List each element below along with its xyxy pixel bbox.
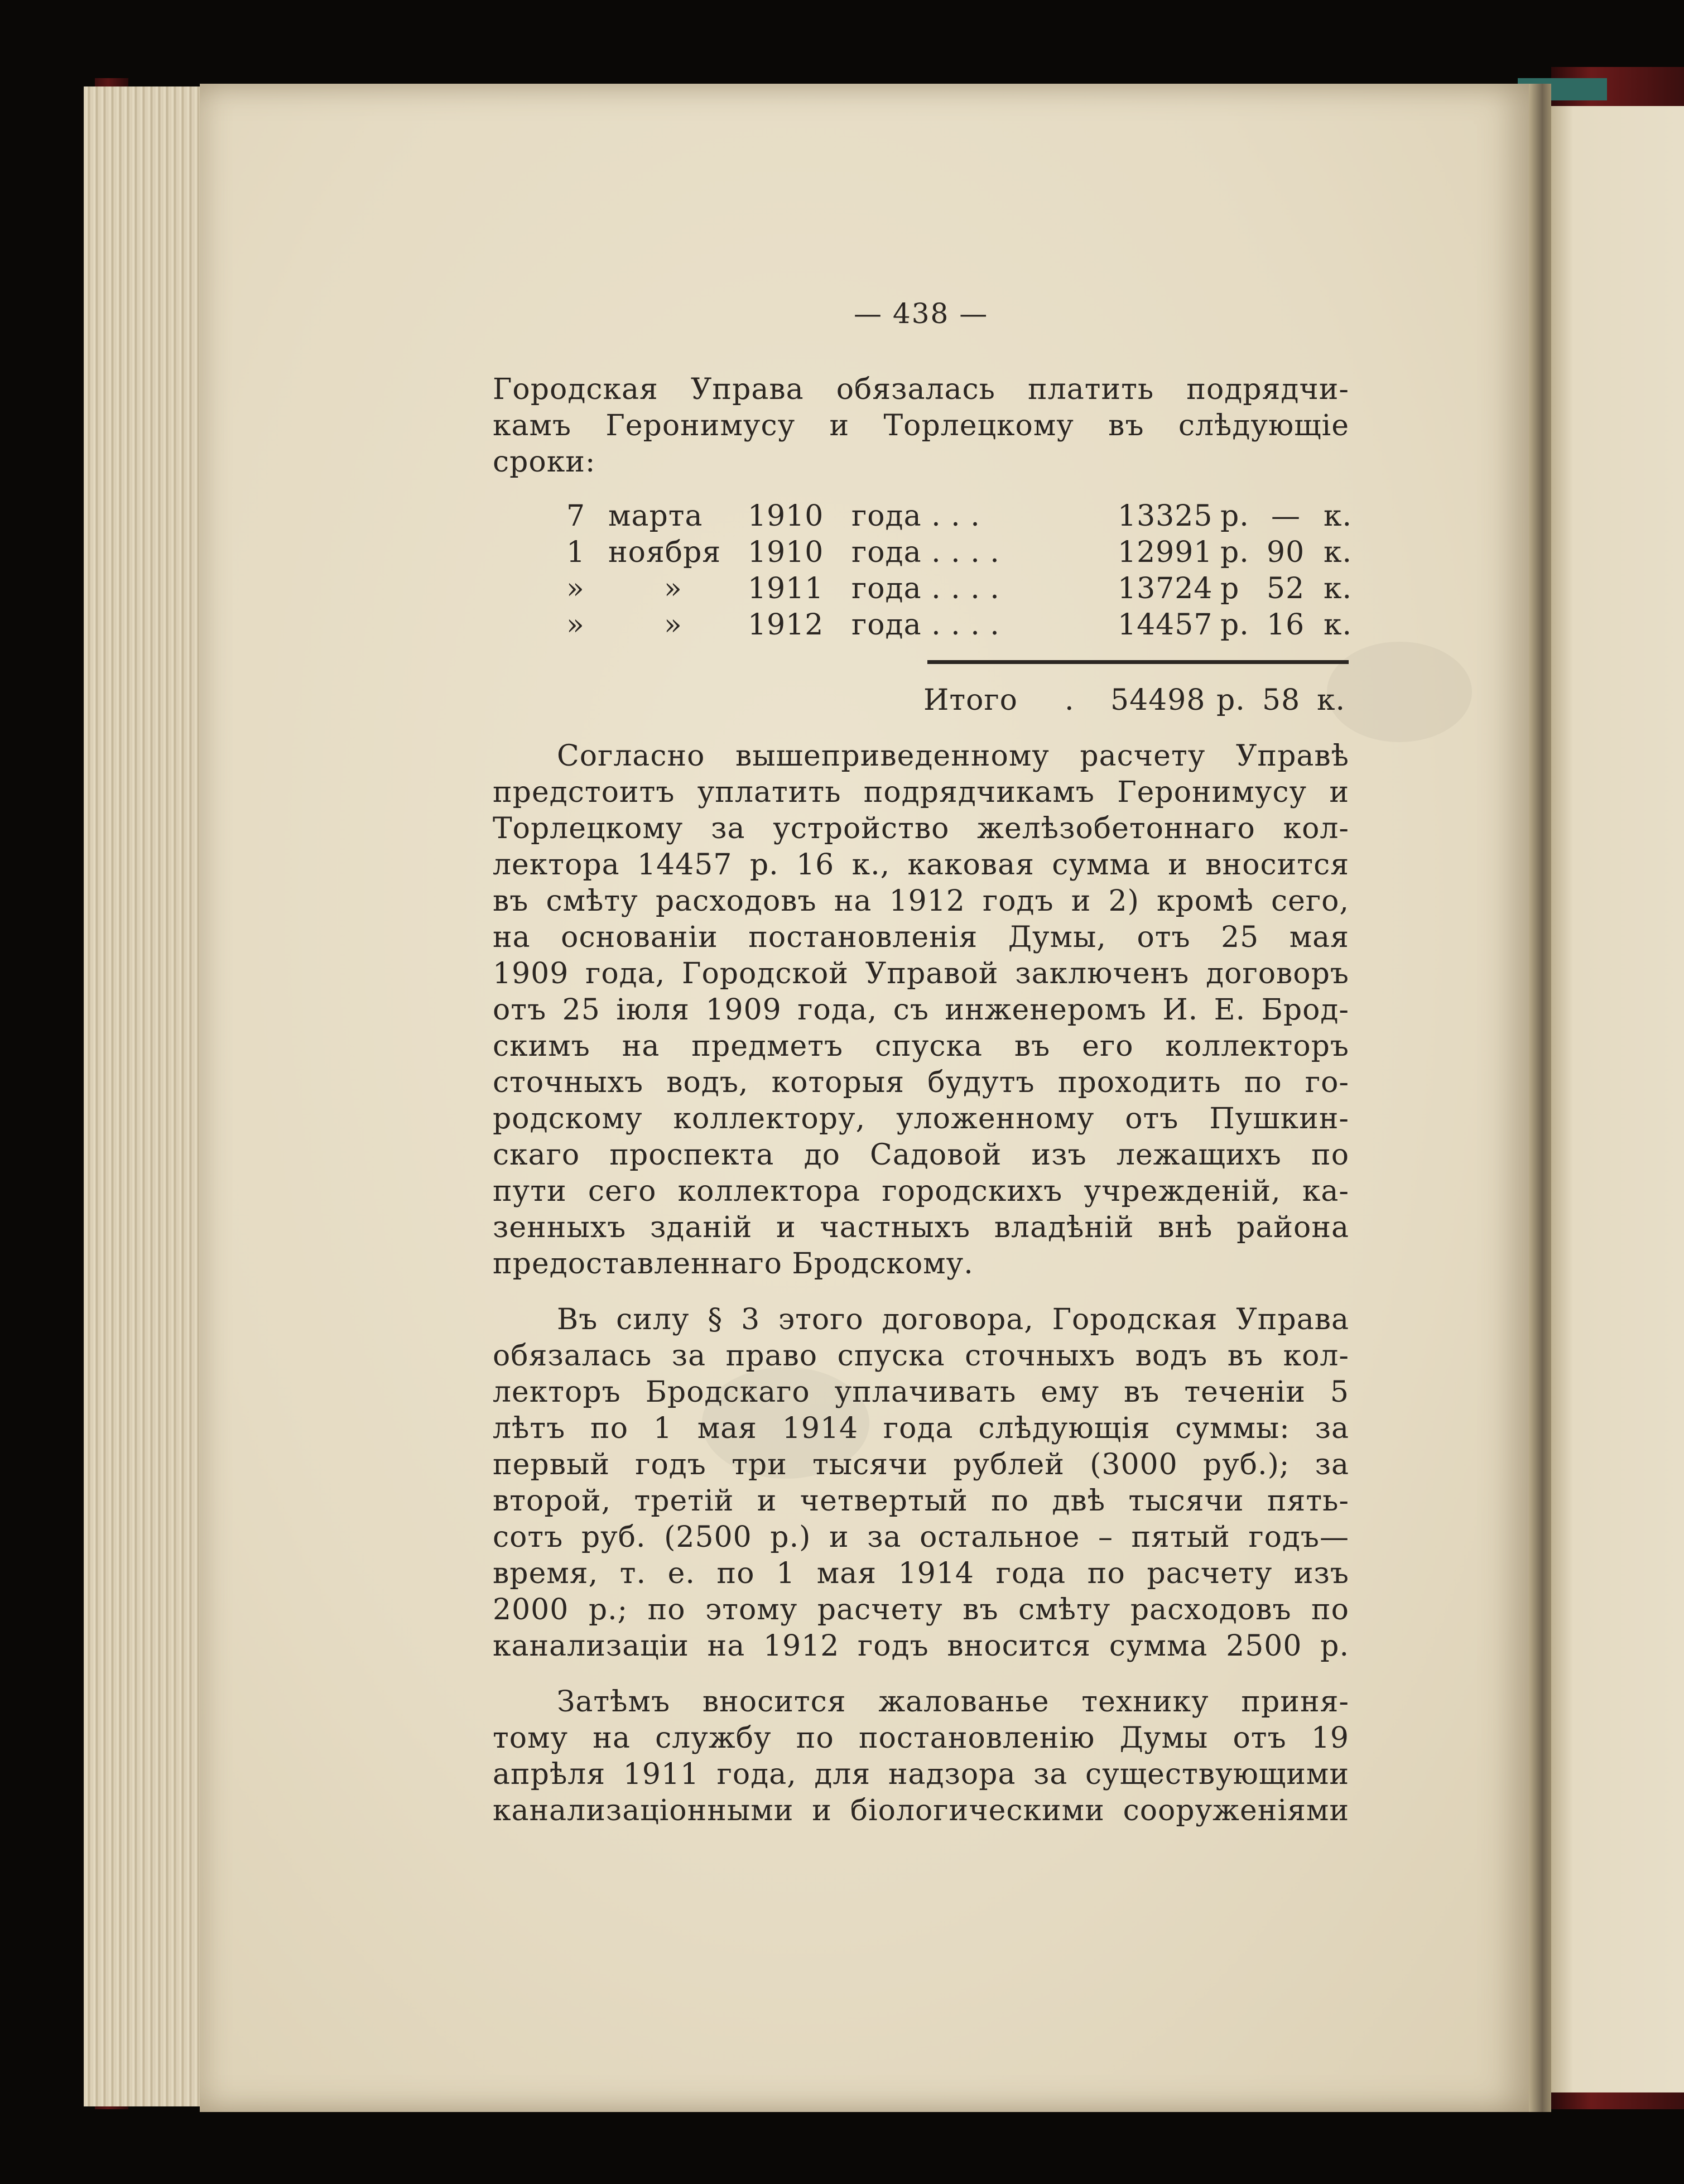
cell-year: 1912 [748,608,824,642]
text-line: тому на службу по постановленію Думы отъ 19 [493,1721,1349,1755]
cell-word: года . . . [851,499,980,533]
cell-month: марта [608,499,703,533]
page-number: — 438 — [854,297,989,330]
cell-day: » [566,572,585,605]
text-line: Торлецкому за устройство желѣзобетоннаго кол- [493,812,1349,845]
book-gutter [1529,84,1551,2112]
cell-rubles: 13325 [1118,499,1213,533]
text-line: время, т. е. по 1 мая 1914 года по расчету изъ [493,1557,1349,1590]
cell-word: года . . . . [851,608,1000,642]
cell-day: » [566,608,585,642]
cell-word: года . . . . [851,536,1000,569]
cell-day: 7 [566,499,586,533]
text-line: второй, третій и четвертый по двѣ тысячи пять- [493,1484,1349,1518]
text-line: канализаціи на 1912 годъ вносится сумма 2500 р. [493,1629,1349,1663]
text-line: скаго проспекта до Садовой изъ лежащихъ по [493,1138,1349,1172]
cell-r: р. [1220,608,1249,642]
text-line: Затѣмъ вносится жалованье технику приня- [557,1685,1349,1719]
cell-rubles: 12991 [1118,536,1213,569]
text-line: въ смѣту расходовъ на 1912 годъ и 2) кромѣ сего, [493,884,1349,918]
text-line: камъ Геронимусу и Торлецкому въ слѣдующіе [493,409,1349,442]
cell-month: » [664,572,682,605]
text-line: 1909 года, Городской Управой заключенъ договоръ [493,957,1349,990]
text-line: Согласно вышеприведенному расчету Управѣ [557,739,1349,773]
text-line: 2000 р.; по этому расчету въ смѣту расходовъ по [493,1593,1349,1627]
cell-rubles: 14457 [1118,608,1213,642]
text-line: пути сего коллектора городскихъ учрежденій, ка- [493,1175,1349,1208]
cell-rubles: 13724 [1118,572,1213,605]
text-line: родскому коллектору, уложенному отъ Пушкин- [493,1102,1349,1136]
text-line: апрѣля 1911 года, для надзора за существующими [493,1758,1349,1791]
cell-k: к. [1324,572,1353,605]
cell-year: 1911 [748,572,824,605]
text-line: сточныхъ водъ, которыя будутъ проходить по го- [493,1066,1349,1099]
text-line: лекторъ Бродскаго уплачивать ему въ теченіи 5 [493,1375,1349,1409]
cell-r: р. [1220,499,1249,533]
text-line: зенныхъ зданій и частныхъ владѣній внѣ района [493,1211,1349,1244]
text-line: лѣтъ по 1 мая 1914 года слѣдующія суммы: за [493,1412,1349,1445]
text-line: обязалась за право спуска сточныхъ водъ въ кол- [493,1339,1349,1373]
total-r: р. [1216,684,1245,717]
text-line: сроки: [493,445,596,479]
cell-kopecks: 16 [1267,608,1305,642]
facing-page [1546,106,1684,2092]
cell-kopecks: 90 [1267,536,1305,569]
cell-day: 1 [566,536,586,569]
text-line: отъ 25 іюля 1909 года, съ инженеромъ И. Е. Брод- [493,993,1349,1027]
text-line: предоставленнаго Бродскому. [493,1247,974,1281]
cell-kopecks: 52 [1267,572,1305,605]
text-line: на основаніи постановленія Думы, отъ 25 мая [493,921,1349,954]
total-rule [927,660,1349,664]
cell-r: р. [1220,536,1249,569]
text-line: сотъ руб. (2500 р.) и за остальное – пятый годъ— [493,1521,1349,1554]
total-rubles: 54498 [1110,684,1206,717]
text-line: первый годъ три тысячи рублей (3000 руб.); за [493,1448,1349,1481]
text-line: Въ силу § 3 этого договора, Городская Управа [557,1303,1349,1336]
total-kopecks: 58 [1262,684,1301,717]
text-line: лектора 14457 р. 16 к., каковая сумма и вносится [493,848,1349,882]
cell-year: 1910 [748,536,824,569]
cell-year: 1910 [748,499,824,533]
text-line: Городская Управа обязалась платить подрядчи- [493,373,1349,406]
cell-r: р [1220,572,1240,605]
text-line: канализаціонными и біологическими сооруженіями [493,1794,1349,1827]
total-dot: . [1065,684,1075,717]
cell-k: к. [1324,499,1353,533]
cell-word: года . . . . [851,572,1000,605]
cell-k: к. [1324,536,1353,569]
total-label: Итого [923,684,1018,717]
total-k: к. [1317,684,1346,717]
text-line: скимъ на предметъ спуска въ его коллекторъ [493,1030,1349,1063]
cell-k: к. [1324,608,1353,642]
paper-stain [1327,642,1472,742]
text-line: предстоитъ уплатить подрядчикамъ Геронимусу и [493,776,1349,809]
page-edges [84,86,218,2106]
cell-month: » [664,608,682,642]
cell-month: ноября [608,536,721,569]
cell-kopecks: — [1271,499,1301,533]
